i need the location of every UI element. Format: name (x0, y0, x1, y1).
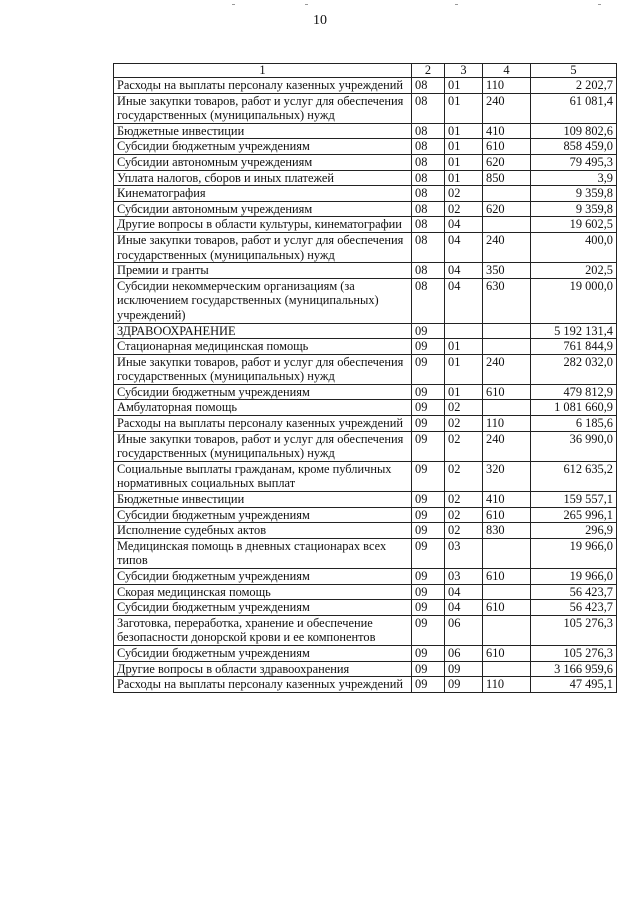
row-amount: 56 423,7 (531, 584, 617, 600)
row-subsection: 03 (445, 569, 483, 585)
row-name: Исполнение судебных актов (114, 523, 412, 539)
row-expense-type: 240 (483, 431, 531, 461)
row-section: 09 (412, 661, 445, 677)
row-subsection: 09 (445, 677, 483, 693)
row-name: Субсидии бюджетным учреждениям (114, 507, 412, 523)
table-header (114, 64, 617, 78)
row-amount: 400,0 (531, 232, 617, 262)
row-amount: 2 202,7 (531, 78, 617, 94)
row-amount: 3 166 959,6 (531, 661, 617, 677)
row-expense-type (483, 538, 531, 568)
row-subsection: 02 (445, 201, 483, 217)
row-section: 09 (412, 323, 445, 339)
row-expense-type: 610 (483, 600, 531, 616)
row-section: 09 (412, 339, 445, 355)
row-expense-type (483, 400, 531, 416)
row-expense-type (483, 615, 531, 645)
row-subsection: 02 (445, 400, 483, 416)
row-subsection: 04 (445, 217, 483, 233)
row-expense-type: 610 (483, 569, 531, 585)
table-row (114, 93, 617, 123)
row-subsection: 01 (445, 154, 483, 170)
row-name: Заготовка, переработка, хранение и обеспечение безопасности донорской крови и ее компонентов (114, 615, 412, 645)
row-amount: 19 966,0 (531, 569, 617, 585)
table-body (114, 78, 617, 693)
row-name: Расходы на выплаты персоналу казенных учреждений (114, 677, 412, 693)
table-row (114, 232, 617, 262)
row-name: Иные закупки товаров, работ и услуг для обеспечения государственных (муниципальных) нужд (114, 232, 412, 262)
table-row (114, 263, 617, 279)
row-section: 08 (412, 139, 445, 155)
row-subsection: 03 (445, 538, 483, 568)
row-section: 09 (412, 569, 445, 585)
row-name: Субсидии автономным учреждениям (114, 154, 412, 170)
table-row (114, 645, 617, 661)
row-section: 08 (412, 170, 445, 186)
row-expense-type: 610 (483, 139, 531, 155)
row-amount: 1 081 660,9 (531, 400, 617, 416)
table-row (114, 154, 617, 170)
row-amount: 47 495,1 (531, 677, 617, 693)
row-amount: 3,9 (531, 170, 617, 186)
row-subsection: 01 (445, 354, 483, 384)
row-expense-type: 610 (483, 384, 531, 400)
row-section: 09 (412, 400, 445, 416)
row-amount: 56 423,7 (531, 600, 617, 616)
table-row (114, 139, 617, 155)
row-amount: 296,9 (531, 523, 617, 539)
table-row (114, 384, 617, 400)
row-section: 09 (412, 615, 445, 645)
row-amount: 9 359,8 (531, 201, 617, 217)
table-row (114, 661, 617, 677)
row-amount: 282 032,0 (531, 354, 617, 384)
row-amount: 9 359,8 (531, 186, 617, 202)
row-name: Субсидии бюджетным учреждениям (114, 139, 412, 155)
row-section: 08 (412, 93, 445, 123)
row-section: 08 (412, 123, 445, 139)
scan-artifact (598, 4, 601, 5)
row-subsection: 01 (445, 170, 483, 186)
row-amount: 36 990,0 (531, 431, 617, 461)
row-expense-type: 110 (483, 78, 531, 94)
row-expense-type: 410 (483, 492, 531, 508)
table-row (114, 217, 617, 233)
row-section: 09 (412, 416, 445, 432)
table-row (114, 323, 617, 339)
header-col-2: 2 (412, 64, 445, 78)
row-name: Амбулаторная помощь (114, 400, 412, 416)
row-subsection: 04 (445, 232, 483, 262)
row-expense-type: 240 (483, 93, 531, 123)
header-col-3: 3 (445, 64, 483, 78)
row-expense-type: 830 (483, 523, 531, 539)
row-section: 09 (412, 677, 445, 693)
row-subsection: 06 (445, 645, 483, 661)
row-expense-type: 630 (483, 278, 531, 323)
row-name: Другие вопросы в области здравоохранения (114, 661, 412, 677)
row-amount: 61 081,4 (531, 93, 617, 123)
row-name: Бюджетные инвестиции (114, 123, 412, 139)
row-amount: 202,5 (531, 263, 617, 279)
row-name: Иные закупки товаров, работ и услуг для обеспечения государственных (муниципальных) нужд (114, 431, 412, 461)
row-subsection: 02 (445, 186, 483, 202)
table-row (114, 186, 617, 202)
header-row (114, 64, 617, 78)
table-row (114, 278, 617, 323)
table-row (114, 461, 617, 491)
row-name: Иные закупки товаров, работ и услуг для обеспечения государственных (муниципальных) нужд (114, 354, 412, 384)
table-row (114, 677, 617, 693)
row-expense-type: 240 (483, 232, 531, 262)
row-amount: 105 276,3 (531, 645, 617, 661)
row-name: Субсидии автономным учреждениям (114, 201, 412, 217)
row-expense-type: 620 (483, 201, 531, 217)
page-number: 10 (313, 13, 327, 28)
table-row (114, 538, 617, 568)
row-subsection: 09 (445, 661, 483, 677)
table-row (114, 339, 617, 355)
row-subsection: 01 (445, 384, 483, 400)
row-name: Стационарная медицинская помощь (114, 339, 412, 355)
table-row (114, 170, 617, 186)
row-section: 09 (412, 384, 445, 400)
table-row (114, 201, 617, 217)
row-expense-type (483, 323, 531, 339)
row-subsection: 01 (445, 339, 483, 355)
row-expense-type: 350 (483, 263, 531, 279)
row-expense-type: 620 (483, 154, 531, 170)
row-name: Бюджетные инвестиции (114, 492, 412, 508)
row-subsection: 02 (445, 523, 483, 539)
header-col-4: 4 (483, 64, 531, 78)
row-section: 09 (412, 538, 445, 568)
row-name: Расходы на выплаты персоналу казенных учреждений (114, 416, 412, 432)
table-row (114, 416, 617, 432)
row-subsection: 01 (445, 123, 483, 139)
table-row (114, 615, 617, 645)
row-subsection: 01 (445, 139, 483, 155)
row-subsection: 02 (445, 416, 483, 432)
table-row (114, 354, 617, 384)
row-name: Субсидии бюджетным учреждениям (114, 600, 412, 616)
row-amount: 19 966,0 (531, 538, 617, 568)
row-name: Субсидии бюджетным учреждениям (114, 645, 412, 661)
budget-table (113, 63, 617, 693)
row-expense-type: 320 (483, 461, 531, 491)
row-subsection: 01 (445, 78, 483, 94)
row-section: 08 (412, 186, 445, 202)
table-row (114, 523, 617, 539)
row-name: Премии и гранты (114, 263, 412, 279)
row-section: 09 (412, 645, 445, 661)
row-expense-type (483, 339, 531, 355)
row-amount: 6 185,6 (531, 416, 617, 432)
row-subsection: 04 (445, 600, 483, 616)
row-amount: 612 635,2 (531, 461, 617, 491)
row-amount: 79 495,3 (531, 154, 617, 170)
row-subsection: 02 (445, 461, 483, 491)
row-amount: 109 802,6 (531, 123, 617, 139)
row-section: 08 (412, 78, 445, 94)
row-section: 09 (412, 431, 445, 461)
row-name: Иные закупки товаров, работ и услуг для обеспечения государственных (муниципальных) нужд (114, 93, 412, 123)
row-subsection: 02 (445, 507, 483, 523)
row-section: 09 (412, 354, 445, 384)
row-expense-type (483, 584, 531, 600)
row-subsection: 02 (445, 492, 483, 508)
row-expense-type: 610 (483, 507, 531, 523)
scan-artifact (455, 4, 458, 5)
row-section: 09 (412, 584, 445, 600)
row-expense-type: 110 (483, 677, 531, 693)
row-expense-type: 610 (483, 645, 531, 661)
row-name: Медицинская помощь в дневных стационарах всех типов (114, 538, 412, 568)
row-name: Уплата налогов, сборов и иных платежей (114, 170, 412, 186)
row-expense-type: 240 (483, 354, 531, 384)
header-col-1: 1 (114, 64, 412, 78)
row-section: 08 (412, 154, 445, 170)
row-amount: 858 459,0 (531, 139, 617, 155)
row-subsection (445, 323, 483, 339)
row-subsection: 04 (445, 584, 483, 600)
table-row (114, 569, 617, 585)
row-section: 08 (412, 232, 445, 262)
row-amount: 19 000,0 (531, 278, 617, 323)
row-section: 09 (412, 461, 445, 491)
row-amount: 479 812,9 (531, 384, 617, 400)
row-subsection: 06 (445, 615, 483, 645)
row-amount: 105 276,3 (531, 615, 617, 645)
row-name: Другие вопросы в области культуры, кинематографии (114, 217, 412, 233)
table-row (114, 492, 617, 508)
row-name: Расходы на выплаты персоналу казенных учреждений (114, 78, 412, 94)
row-name: ЗДРАВООХРАНЕНИЕ (114, 323, 412, 339)
header-col-5: 5 (531, 64, 617, 78)
row-subsection: 02 (445, 431, 483, 461)
table-row (114, 400, 617, 416)
row-expense-type (483, 661, 531, 677)
row-name: Скорая медицинская помощь (114, 584, 412, 600)
row-subsection: 01 (445, 93, 483, 123)
row-amount: 159 557,1 (531, 492, 617, 508)
row-section: 09 (412, 507, 445, 523)
table-row (114, 507, 617, 523)
table-row (114, 584, 617, 600)
row-section: 08 (412, 201, 445, 217)
scan-artifact (232, 4, 235, 5)
row-section: 09 (412, 492, 445, 508)
table-row (114, 600, 617, 616)
row-section: 08 (412, 263, 445, 279)
row-section: 09 (412, 523, 445, 539)
row-name: Кинематография (114, 186, 412, 202)
row-expense-type: 410 (483, 123, 531, 139)
row-section: 08 (412, 217, 445, 233)
table-row (114, 431, 617, 461)
table-row (114, 78, 617, 94)
row-amount: 761 844,9 (531, 339, 617, 355)
row-name: Субсидии некоммерческим организациям (за исключением государственных (муниципальных) учреждений) (114, 278, 412, 323)
row-amount: 265 996,1 (531, 507, 617, 523)
row-name: Субсидии бюджетным учреждениям (114, 384, 412, 400)
row-expense-type: 850 (483, 170, 531, 186)
row-amount: 19 602,5 (531, 217, 617, 233)
row-amount: 5 192 131,4 (531, 323, 617, 339)
row-subsection: 04 (445, 278, 483, 323)
scan-artifact (305, 4, 308, 5)
row-name: Социальные выплаты гражданам, кроме публичных нормативных социальных выплат (114, 461, 412, 491)
table-row (114, 123, 617, 139)
row-expense-type (483, 217, 531, 233)
row-subsection: 04 (445, 263, 483, 279)
row-expense-type: 110 (483, 416, 531, 432)
row-name: Субсидии бюджетным учреждениям (114, 569, 412, 585)
row-section: 08 (412, 278, 445, 323)
row-section: 09 (412, 600, 445, 616)
row-expense-type (483, 186, 531, 202)
